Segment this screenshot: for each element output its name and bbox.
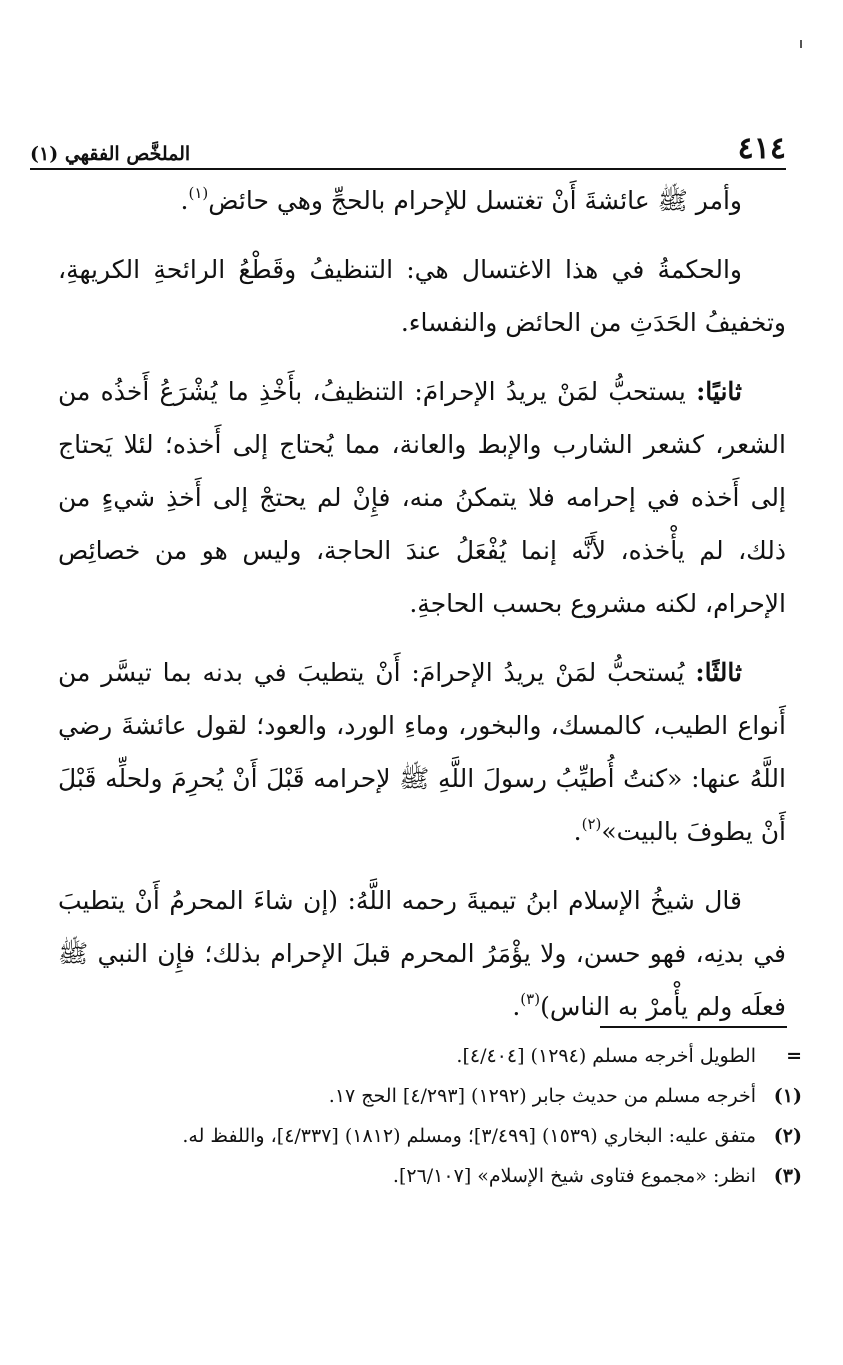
paragraph-5-text: قال شيخُ الإسلام ابنُ تيميةَ رحمه اللَّهُ: (إن شاءَ المحرمُ أَنْ يتطيبَ في بدنِه، فهو حسن، ولا يؤْمَرُ المحرم قبلَ الإحرام بذلك؛ فإِن النبي ﷺ فعلَه ولم يأْمرْ به الناس) xyxy=(58,886,786,1021)
paragraph-4-lead: ثالثًا: xyxy=(695,658,742,687)
paragraph-1 xyxy=(58,174,786,227)
paragraph-3 xyxy=(58,365,786,630)
page-number: ٤١٤ xyxy=(737,131,786,166)
footnote-mark: (٣) xyxy=(773,1165,802,1187)
page-header xyxy=(30,118,786,170)
paragraph-3-text: يستحبُّ لمَنْ يريدُ الإحرامَ: التنظيفُ، بأَخْذِ ما يُشْرَعُ أَخذُه من الشعر، كشعر الشارب والإبط والعانة، مما يُحتاج إلى أَخذه؛ لئلا يَحتاج إلى أَخذه في إحرامه فلا يتمكنُ منه، فإِنْ لم يحتجْ إلى أَخذِ شيءٍ من ذلك، لم يأْخذه، لأَنَّه إنما يُفْعَلُ عندَ الحاجة، وليس هو من خصائِص الإحرام، لكنه مشروع بحسب الحاجةِ. xyxy=(58,377,786,618)
scan-mark xyxy=(800,40,802,48)
footnote-ref-3[interactable]: (٣) xyxy=(520,990,541,1008)
footnote-mark: = xyxy=(786,1045,802,1067)
footnote-ref-1[interactable]: (١) xyxy=(188,184,209,202)
footnote-text: متفق عليه: البخاري (١٥٣٩) [٣/٤٩٩]؛ ومسلم (١٨١٢) [٤/٣٣٧]، واللفظ له. xyxy=(182,1125,756,1147)
footnotes xyxy=(58,1038,802,1198)
footnote-text: الطويل أخرجه مسلم (١٢٩٤) [٤/٤٠٤]. xyxy=(456,1045,756,1067)
paragraph-5 xyxy=(58,874,786,1033)
paragraph-4-end: . xyxy=(573,817,582,846)
footnote-item xyxy=(58,1038,802,1074)
paragraph-4 xyxy=(58,646,786,858)
paragraph-2-text: والحكمةُ في هذا الاغتسال هي: التنظيفُ وقَطْعُ الرائحةِ الكريهةِ، وتخفيفُ الحَدَثِ من الحائض والنفساء. xyxy=(58,255,786,337)
paragraph-3-lead: ثانيًا: xyxy=(696,377,742,406)
running-title: الملخَّص الفقهي (١) xyxy=(30,143,191,165)
footnote-mark: (١) xyxy=(773,1085,802,1107)
footnote-item xyxy=(58,1118,802,1154)
footnote-mark: (٢) xyxy=(773,1125,802,1147)
footnote-item xyxy=(58,1158,802,1194)
paragraph-4-text: يُستحبُّ لمَنْ يريدُ الإحرامَ: أَنْ يتطيبَ في بدنه بما تيسَّر من أَنواع الطيب، كالمسك، والبخور، وماءِ الورد، والعود؛ لقول عائشةَ رضي اللَّهُ عنها: «كنتُ أُطيِّبُ رسولَ اللَّهِ ﷺ لإحرامه قَبْلَ أَنْ يُحرِمَ ولحلِّه قَبْلَ أَنْ يطوفَ بالبيت» xyxy=(58,658,786,846)
footnote-ref-2[interactable]: (٢) xyxy=(581,815,602,833)
footnote-item xyxy=(58,1078,802,1114)
paragraph-1-end: . xyxy=(180,186,189,215)
footnote-text: أخرجه مسلم من حديث جابر (١٢٩٢) [٤/٢٩٣] الحج ١٧. xyxy=(328,1085,756,1107)
paragraph-5-end: . xyxy=(512,992,521,1021)
footnote-text: انظر: «مجموع فتاوى شيخ الإسلام» [٢٦/١٠٧]. xyxy=(392,1165,756,1187)
paragraph-1-text: وأمر ﷺ عائشةَ أَنْ تغتسل للإحرام بالحجِّ وهي حائض xyxy=(208,186,742,215)
paragraph-2 xyxy=(58,243,786,349)
footnote-divider xyxy=(600,1026,787,1028)
main-text xyxy=(58,174,786,1049)
